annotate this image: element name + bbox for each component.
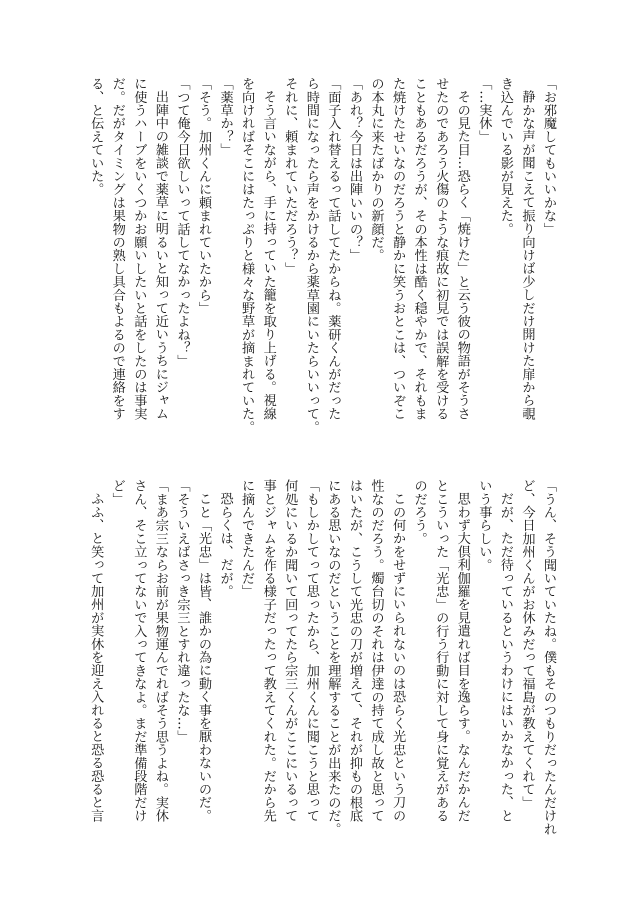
text-column: だ。だがタイミングは果物の熟し具合もよるので連絡をす [109,77,125,421]
text-column: 「もしかしてって思ったから、加州くんに聞こうと思って [303,479,319,823]
text-column: 性なのだろう。燭台切のそれは伊達の持て成し故と思って [368,479,384,823]
text-column: き込んでいる影が見えた。 [497,77,513,236]
text-column: を向ければそこにはたっぷりと様々な野草が摘まれていた。 [239,77,255,434]
text-column: 「薬草か？」 [217,77,233,157]
text-column: だが、ただ待っているというわけにはいかなかった、と [497,492,513,823]
text-column: いう事らしい。 [476,479,492,572]
text-column: 「うん、そう聞いていたね。僕もそのつもりだったんだけれ [541,479,556,836]
text-column: にある思いなのだということを理解することが出来たのだ。 [325,479,341,836]
text-column: 思わず大倶利伽羅を見遣れば目を逸らす。なんだかんだ [454,492,470,823]
text-column: に使うハーブをいくつかお願いしたいと話をしたのは事実 [131,77,147,421]
text-column: 静かな声が聞こえて振り向けば少しだけ開けた扉から覗 [519,90,535,421]
text-column: のだろう。 [411,479,427,545]
text-column: さん、そこ立ってないで入ってきなよ。まだ準備段階だけ [131,479,147,823]
text-column: はいたが、こうして光忠の刀が増えて、それが抑もの根底 [346,479,362,823]
text-column: る、と伝えていた。 [88,77,104,196]
text-column: 「…実休」 [476,77,492,143]
text-column: 事とジャムを作る様子だったって教えてくれた。だから先 [260,479,276,823]
text-column: ど」 [109,479,125,506]
text-column: 「面子入れ替えるって話してたからね。薬研くんがだった [325,77,341,421]
text-column: 「そういえばさっき宗三とすれ違ったな…」 [174,479,190,743]
text-column: 「つて俺今日欲しいって話してなかったよね？」 [174,77,190,368]
text-column: ら時間になったら声をかけるから薬草園にいたらいいって。 [303,77,319,434]
text-column: た焼けたせいなのだろうと静かに笑うおとこは、ついぞこ [390,77,406,421]
text-column: 恐らくは、だが。 [217,492,233,598]
text-column: とこういった「光忠」の行う行動に対して身に覚えがある [433,479,449,823]
text-column: この何かをせずにいられないのは恐らく光忠という刀の [390,492,406,823]
text-column: 「あれ？今日は出陣いいの？」 [346,77,362,262]
text-column: こと「光忠」は皆、誰かの為に動く事を厭わないのだ。 [196,492,211,823]
text-column: その見た目…恐らく「焼けた」と云う彼の物語がそうさ [454,90,470,421]
text-column: 何処にいるか聞いて回ってたら宗三くんがここにいるって [282,479,298,823]
text-column: そう言いながら、手に持っていた籠を取り上げる。視線 [260,90,276,421]
text-column: 出陣中の雑談で薬草に明るいと知って近いうちにジャム [152,90,168,421]
text-column: ふふ、と笑って加州が実休を迎え入れると恐る恐ると言 [88,492,104,823]
text-column: 「お邪魔してもいいかな」 [541,77,556,236]
text-column: それに、頼まれていただろう？」 [282,77,298,275]
upper-text-block [84,77,559,434]
text-column: の本丸に来たばかりの新顔だ。 [368,77,384,262]
text-column: せたのであろう火傷のような痕故に初見では誤解を受ける [433,77,449,421]
text-column: こともあるだろうが、その本性は酷く穏やかで、それもま [411,77,427,421]
text-column: 「まあ宗三ならお前が果物運んでればそう思うよね。実休 [152,479,168,823]
text-column: に摘んできたんだ」 [239,479,255,598]
lower-text-block [84,479,559,836]
text-column: ど、今日加州くんがお休みだって福島が教えてくれて」 [519,479,535,809]
text-column: 「そう。加州くんに頼まれていたから」 [196,77,211,315]
